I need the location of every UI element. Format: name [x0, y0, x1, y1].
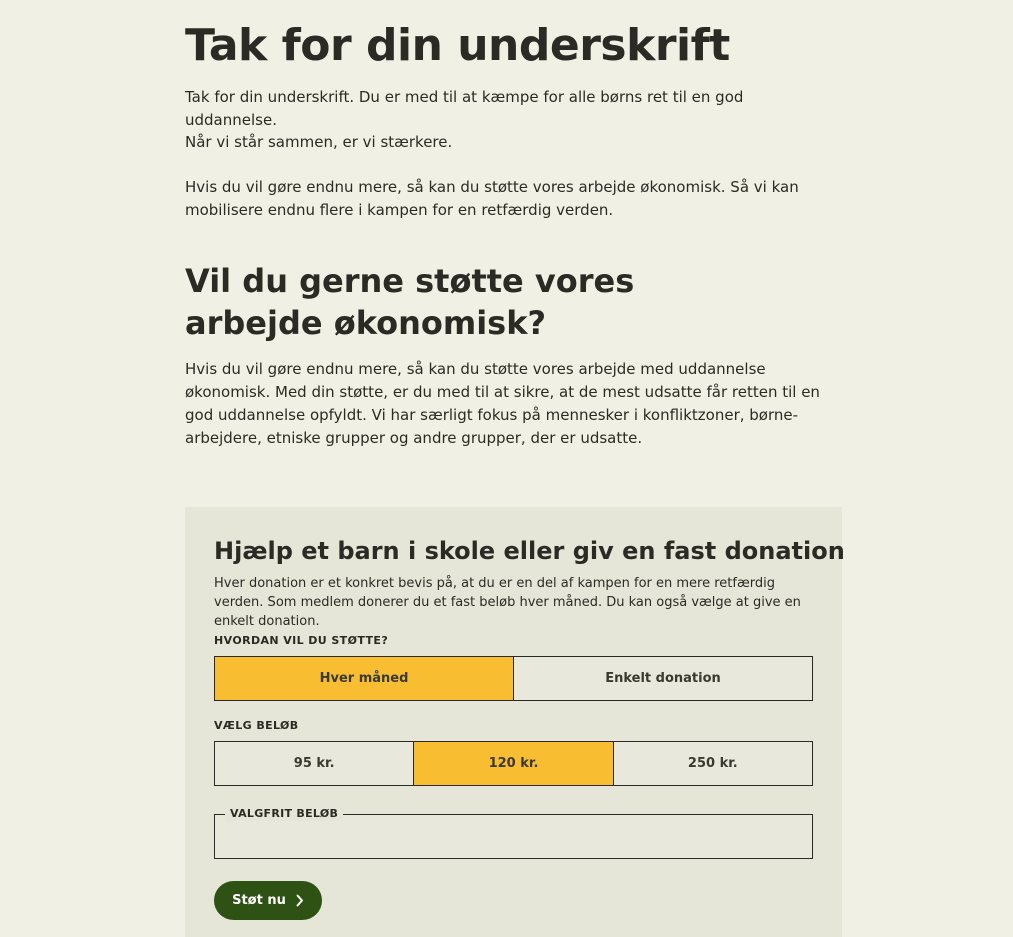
donation-description: Hver donation er et konkret bevis på, at du er en del af kampen for en mere retfærdig verden. Som medlem donerer du et fast beløb hver måned. Du kan også vælge at give en enkelt donation. [214, 576, 801, 629]
amount-option-250[interactable]: 250 kr. [614, 742, 812, 785]
custom-amount-label: VALGFRIT BELØB [225, 807, 343, 821]
thanks-paragraph: Tak for din underskrift. Du er med til at kæmpe for alle børns ret til en god uddannelse. [185, 88, 744, 129]
frequency-label: HVORDAN VIL DU STØTTE? [214, 634, 389, 647]
together-paragraph: Når vi står sammen, er vi stærkere. [185, 133, 453, 151]
donation-heading: Hjælp et barn i skole eller giv en fast donation [214, 537, 845, 565]
custom-amount-input[interactable] [215, 815, 812, 858]
support-heading: Vil du gerne støtte vores arbejde økonomisk? [185, 262, 635, 342]
amount-option-95[interactable]: 95 kr. [215, 742, 414, 785]
amount-selector [214, 741, 813, 786]
do-more-paragraph: Hvis du vil gøre endnu mere, så kan du støtte vores arbejde økonomisk. Så vi kan mobilisere endnu flere i kampen for en retfærdig verden. [185, 178, 799, 219]
amount-option-120[interactable]: 120 kr. [414, 742, 613, 785]
submit-donation-button[interactable] [214, 881, 322, 920]
chevron-right-icon [296, 894, 304, 907]
amount-label: VÆLG BELØB [214, 719, 299, 732]
support-paragraph: Hvis du vil gøre endnu mere, så kan du støtte vores arbejde med uddannelse økonomisk. Med din støtte, er du med til at sikre, at de mest udsatte får retten til en god uddannelse opfyldt. Vi har særligt fokus på mennesker i konfliktzoner, børne-arbejdere, etniske grupper og andre grupper, der er udsatte. [185, 360, 820, 447]
frequency-selector [214, 656, 813, 701]
donation-form [185, 507, 845, 937]
page-title: Tak for din underskrift [185, 20, 730, 71]
custom-amount-field [214, 807, 813, 859]
frequency-option-monthly[interactable]: Hver måned [215, 657, 514, 700]
frequency-option-single[interactable]: Enkelt donation [514, 657, 812, 700]
submit-donation-label: Støt nu [232, 893, 286, 908]
